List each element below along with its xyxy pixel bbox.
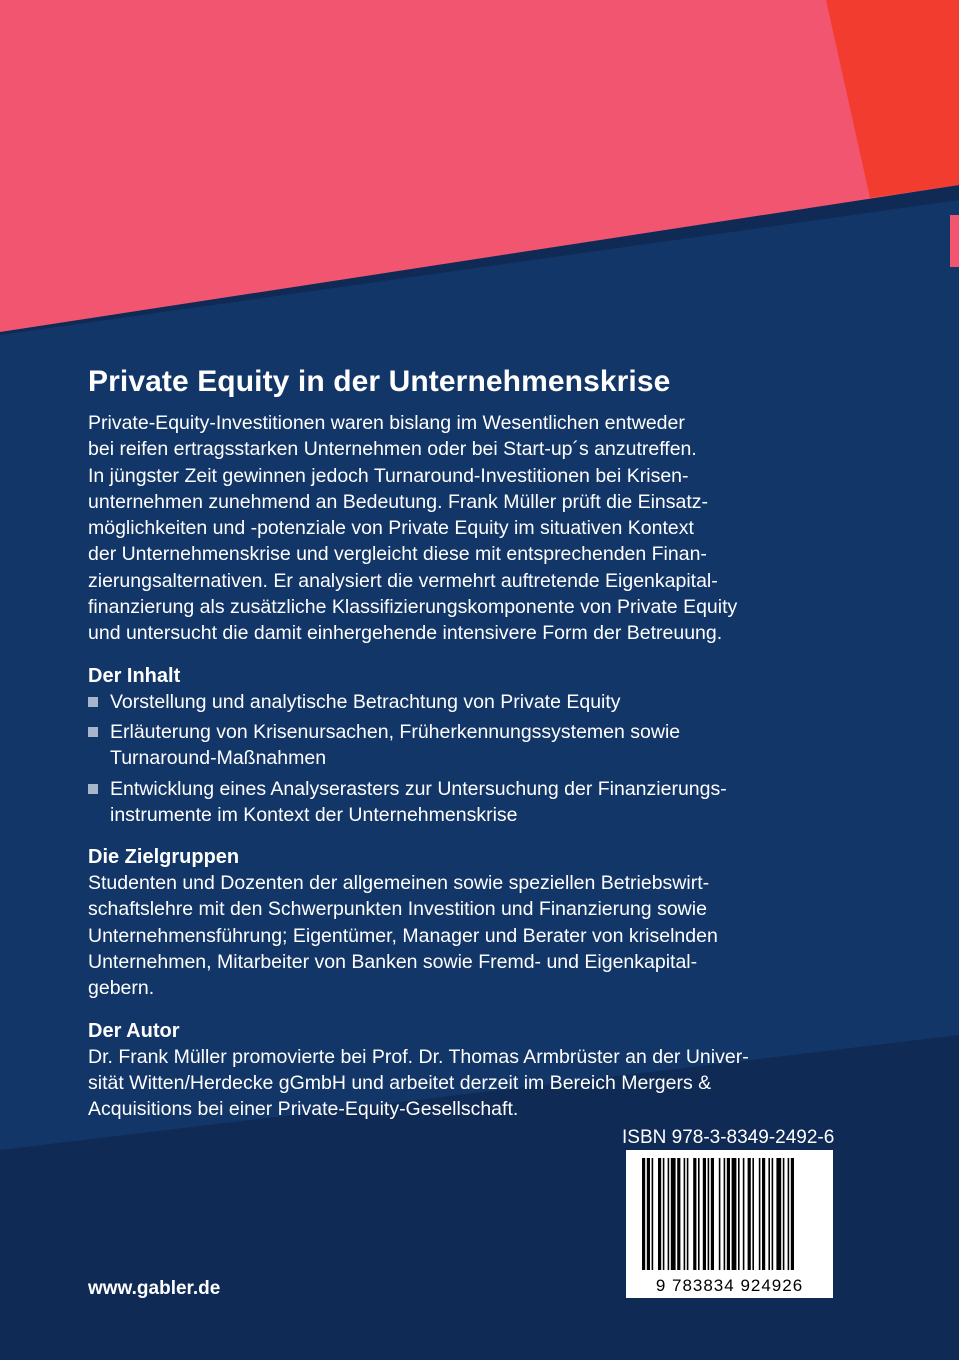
barcode-bar — [727, 1158, 730, 1270]
barcode-bar — [732, 1158, 737, 1270]
barcode-bar — [668, 1158, 670, 1270]
barcode-bar — [783, 1158, 785, 1270]
list-item-line: Erläuterung von Krisenursachen, Früherkennungssystemen sowie — [110, 720, 681, 743]
barcode-digits: 9 783834 924926 — [655, 1276, 804, 1295]
text-line: Acquisitions bei einer Private-Equity-Gesellschaft. — [88, 1098, 519, 1121]
intro-line: zierungsalternativen. Er analysiert die vermehrt auftretende Eigenkapital- — [88, 569, 718, 592]
book-title: Private Equity in der Unternehmenskrise — [88, 365, 671, 398]
isbn-barcode — [626, 1150, 833, 1298]
text-line: Unternehmen, Mitarbeiter von Banken sowie Fremd- und Eigenkapital- — [88, 951, 698, 974]
barcode-bar — [791, 1158, 794, 1270]
intro-paragraph — [88, 410, 918, 647]
barcode-bar — [788, 1158, 790, 1270]
bullet-square-icon — [88, 727, 98, 737]
list-item-line: Entwicklung eines Analyserasters zur Untersuchung der Finanzierungs- — [110, 777, 727, 800]
barcode-bar — [711, 1158, 714, 1270]
intro-line: bei reifen ertragsstarken Unternehmen oder bei Start-up´s anzutreffen. — [88, 438, 697, 461]
barcode-bar — [658, 1158, 661, 1270]
text-line: Studenten und Dozenten der allgemeinen sowie speziellen Betriebswirt- — [88, 872, 710, 895]
publisher-url[interactable]: www.gabler.de — [88, 1278, 221, 1299]
back-cover-text — [88, 362, 918, 1123]
inhalt-heading: Der Inhalt — [88, 664, 181, 687]
barcode-bar — [693, 1158, 696, 1270]
list-item — [88, 719, 918, 772]
barcode-bar — [768, 1158, 770, 1270]
text-line: Unternehmensführung; Eigentümer, Manager und Berater von kriselnden — [88, 924, 718, 947]
list-item — [88, 689, 918, 715]
intro-line: möglichkeiten und -potenziale von Private Equity im situativen Kontext — [88, 517, 694, 540]
barcode-bar — [652, 1158, 654, 1270]
barcode-bar — [762, 1158, 765, 1270]
pink-edge-stripe — [950, 215, 959, 267]
text-line: gebern. — [88, 977, 155, 1000]
bullet-square-icon — [88, 784, 98, 794]
intro-line: der Unternehmenskrise und vergleicht diese mit entsprechenden Finan- — [88, 543, 707, 566]
list-item-line: Vorstellung und analytische Betrachtung von Private Equity — [110, 690, 621, 713]
barcode-bar — [708, 1158, 710, 1270]
intro-line: unternehmen zunehmend an Bedeutung. Frank Müller prüft die Einsatz- — [88, 490, 709, 513]
intro-line: und untersucht die damit einhergehende intensivere Form der Betreuung. — [88, 622, 723, 645]
intro-line: Private-Equity-Investitionen waren bislang im Wesentlichen entweder — [88, 412, 685, 434]
barcode-bar — [642, 1158, 645, 1270]
barcode-bar — [752, 1158, 754, 1270]
autor-heading: Der Autor — [88, 1019, 180, 1042]
barcode-bar — [748, 1158, 751, 1270]
barcode-bar — [647, 1158, 650, 1270]
barcode-bar — [759, 1158, 761, 1270]
barcode-bar — [719, 1158, 721, 1270]
list-item-line: Turnaround-Maßnahmen — [110, 747, 327, 770]
zielgruppen-text — [88, 870, 918, 1001]
barcode-bars — [626, 1150, 833, 1276]
text-line: schaftslehre mit den Schwerpunkten Investition und Finanzierung sowie — [88, 898, 707, 921]
list-item — [88, 776, 918, 829]
inhalt-list — [88, 689, 918, 828]
barcode-bar — [671, 1158, 676, 1270]
barcode-bar — [724, 1158, 726, 1270]
barcode-bar — [684, 1158, 686, 1270]
bullet-square-icon — [88, 697, 98, 707]
barcode-bar — [703, 1158, 706, 1270]
text-line: Dr. Frank Müller promovierte bei Prof. Dr. Thomas Armbrüster an der Univer- — [88, 1045, 749, 1068]
intro-line: In jüngster Zeit gewinnen jedoch Turnaround-Investitionen bei Krisen- — [88, 464, 689, 487]
barcode-bar — [687, 1158, 689, 1270]
barcode-bar — [663, 1158, 665, 1270]
barcode-bar — [677, 1158, 680, 1270]
barcode-bar — [776, 1158, 781, 1270]
intro-line: finanzierung als zusätzliche Klassifizierungskomponente von Private Equity — [88, 596, 738, 619]
zielgruppen-heading: Die Zielgruppen — [88, 846, 240, 869]
barcode-bar — [698, 1158, 700, 1270]
barcode-bar — [772, 1158, 774, 1270]
text-line: sität Witten/Herdecke gGmbH und arbeitet derzeit im Bereich Mergers & — [88, 1071, 712, 1094]
isbn-label: ISBN 978-3-8349-2492-6 — [622, 1127, 835, 1148]
barcode-bar — [738, 1158, 740, 1270]
list-item-line: instrumente im Kontext der Unternehmenskrise — [110, 803, 518, 826]
autor-text — [88, 1044, 918, 1123]
barcode-bar — [743, 1158, 745, 1270]
